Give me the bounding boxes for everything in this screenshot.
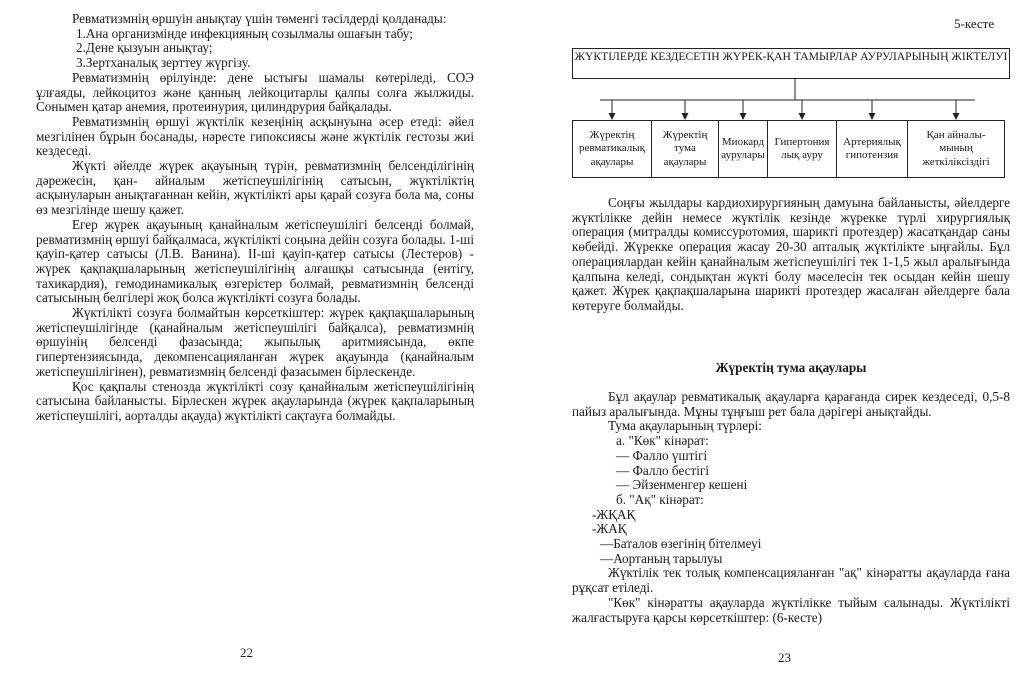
page-number-left: 22 (240, 645, 253, 660)
left-paragraph: Егер жүрек ақауының қанайналым жетіспеушілігі белсенді болмай, ревматизмнің өршуі байқалмаса, жүктілікті соңына дейін созуға болады. 1-ші қауіп-қатер сатысы (Л.В. Ванина). ІІ-ші қауіп-қатер сатысы (Лестеров) - жүрек қақпақшаларының жетіспеушілігінің алғашқы сатысында (ентігу, тахикардия), гемодинамикалық өзгерістер болмай, ревматизмнің белсенді сатысының белгілері жоқ болса жүктілікті созуға болады. (36, 216, 474, 306)
left-paragraph: Ревматизмнің өршуін анықтау үшін төменгі тәсілдерді қолданады: (72, 11, 447, 26)
left-paragraph: 1.Ана организмінде инфекцияның созылмалы ошағын табу; (76, 25, 413, 41)
page-number-right: 23 (778, 650, 791, 665)
right-text-line: Тума ақауларының түрлері: (608, 418, 762, 434)
paragraph-surgery (572, 196, 1010, 314)
classification-box: Гипертония лық ауру (767, 120, 837, 178)
right-text-line: а. "Көк" кінәрат: (616, 433, 709, 449)
right-text-line: Жүктілік тек толық компенсацияланған "ақ" кінәратты ақауларда ғана рұқсат етіледі. (572, 565, 1010, 596)
arrow-head (682, 113, 689, 120)
left-paragraph: Жүктілікті созуға болмайтын көрсеткіштер: жүрек қақпақшаларының жетіспеушілігінде (қанайналым жетіспеушілігі байқалса), ревматизмнің өршуінің белсенді фазасында; жыпылық аритмиясында, өкпе гипертензиясында, декомпенсацияланған жүрек ақауында (қанайналым жетіспеушілігінен), ревматизмнің белсенді фазасымен бірлескенде. (36, 305, 474, 379)
arrow-head (799, 113, 806, 120)
left-paragraph: 3.Зертханалық зерттеу жүргізу. (76, 55, 251, 71)
right-text-line: б. "Ақ" кінәрат: (616, 491, 704, 507)
arrow-head (609, 113, 616, 120)
congenital-defects-text (572, 390, 1010, 625)
arrow-head (953, 113, 960, 120)
right-text-line: — Фалло үштігі (616, 447, 708, 463)
table-label: 5-кесте (954, 16, 995, 31)
arrow-head (869, 113, 876, 120)
classification-box: Қан айналы-мының жеткіліксіздігі (907, 120, 1005, 178)
right-text-line: -ЖАҚ (592, 521, 627, 537)
paragraph-surgery-text: Соңғы жылдары кардиохирургияның дамуына байланысты, әйелдерге жүктілікке дейін немесе жүктілік кезінде жүрекке түрлі хирургиялық операция (митралды комиссуротомия, шарикті протездер) жасатқандар саны көбейді. Жүрекке операция жасау 20-30 апталық жүктілікте ыңғайлы. Бұл операциялардан кейін қанайналым жетіспеушілігі тек 1-1,5 жыл аралығында қалпына келеді, сондықтан жүкті болу мәселесін тек осыдан кейін шешу қажет. Жүрек қақпақшаларына шарикті протездер жасалған әйелдерге бала көтеруге болмайды. (572, 195, 1010, 313)
right-text-line: Бұл ақаулар ревматикалық ақауларға қарағанда сирек кездеседі, 0,5-8 пайыз аралығында. Мұны тұңғыш рет бала дәрігері анықтайды. (572, 389, 1010, 419)
right-text-line: —Баталов өзегінің бітелмеуі (600, 536, 762, 552)
left-paragraph: Ревматизмнің өршуі жүктілік кезеңінің асқынуына әсер етеді: әйел мезгілінен бұрын босанады, нәресте гипоксиясы және жүктілік гестозы жиі кездеседі. (36, 113, 474, 159)
classification-box: Артериялық гипотензия (836, 120, 908, 178)
right-text-line: — Фалло бестігі (616, 462, 709, 478)
right-text-line: — Эйзенменгер кешені (616, 477, 748, 493)
classification-title-box: ЖҮКТІЛЕРДЕ КЕЗДЕСЕТІН ЖҮРЕК-ҚАН ТАМЫРЛАР АУРУЛАРЫНЫҢ ЖІКТЕЛУІ (572, 48, 1010, 79)
right-text-line: —Аортаның тарылуы (600, 550, 723, 566)
right-text-line: "Көк" кінәратты ақауларда жүктілікке тыйым салынады. Жүктілікті жалғастыруға қарсы көрсеткіштер: (6-кесте) (572, 594, 1010, 625)
arrow-head (740, 113, 747, 120)
classification-box: Жүректің ревматикалық ақаулары (572, 120, 652, 178)
right-text-line: -ЖҚАҚ (592, 506, 636, 522)
section-title: Жүректің тума ақаулары (715, 360, 867, 375)
left-paragraph: Жүкті әйелде жүрек ақауының түрін, ревматизмнің белсенділігінің дәрежесін, қан- айналым жетіспеушілігінің сатысын, жүктіліктің асқынуларын анықтағаннан кейін, жүктілікті ары қарай созуға бола ма, соны өз мезгілінде шешу қажет. (36, 158, 474, 218)
left-paragraph: Ревматизмнің өрілуінде: дене ыстығы шамалы көтеріледі, СОЭ ұлғаяды, лейкоцитоз және қанның лейкоцитарлы қалпы солға жылжиды. Сонымен қатар анемия, протеинурия, цилиндрурия байқалады. (36, 69, 474, 115)
classification-box: Миокард аурулары (718, 120, 768, 178)
left-paragraph: 2.Дене қызуын анықтау; (76, 40, 213, 56)
classification-boxes (572, 120, 1010, 178)
classification-box: Жүректің тума ақаулары (651, 120, 719, 178)
left-paragraph: Қос қақпалы стенозда жүктілікті созу қанайналым жетіспеушілігінің сатысына байланысты. Бірлескен жүрек ақауларында (жүрек қақпаларының жетіспеушілігі, аорталды ақауда) жүктілікті сақтауға болмайды. (36, 378, 474, 423)
